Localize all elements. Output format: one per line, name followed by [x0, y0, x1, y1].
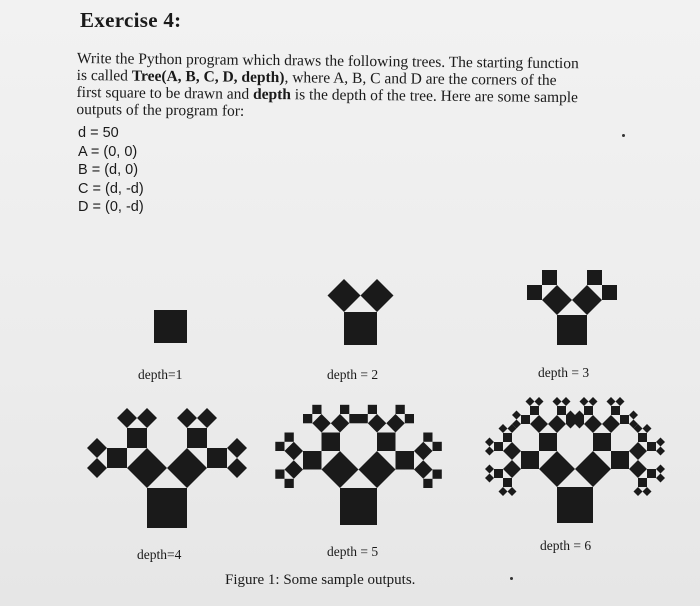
tree-square-depth-6: [526, 397, 535, 406]
tree-square-depth-5: [285, 479, 294, 488]
param-d: d = 50: [78, 125, 119, 141]
tree-square-depth-6: [503, 460, 521, 478]
figure-label-depth-3: depth = 3: [538, 365, 590, 380]
tree-square-depth-6: [656, 447, 665, 456]
tree-square-depth-6: [503, 433, 512, 442]
tree-square-depth-5: [303, 414, 312, 423]
param-a: A = (0, 0): [78, 143, 138, 160]
desc-part-5: is the depth of the tree. Here are some sample outputs of the program for:: [76, 86, 579, 120]
tree-square-depth-6: [647, 469, 656, 478]
tree-square-depth-5: [322, 433, 341, 452]
tree-square-depth-6: [656, 465, 665, 474]
tree-square-depth-2: [361, 279, 394, 312]
tree-square-depth-6: [508, 487, 517, 496]
stray-dot-mark: [622, 134, 625, 137]
tree-square-depth-5: [285, 460, 304, 479]
tree-square-depth-6: [634, 487, 643, 496]
tree-square-depth-6: [499, 487, 508, 496]
tree-square-depth-6: [535, 397, 544, 406]
desc-part-3: , where A, B, C and D are the corners of the first square to be drawn and: [76, 69, 557, 103]
tree-square-depth-5: [414, 460, 433, 479]
tree-square-depth-4: [227, 438, 247, 458]
param-b: B = (d, 0): [78, 162, 139, 178]
tree-square-depth-6: [539, 451, 575, 487]
tree-square-depth-4: [177, 408, 197, 428]
tree-square-depth-6: [656, 438, 665, 447]
tree-square-depth-5: [377, 433, 396, 452]
tree-square-depth-6: [638, 433, 647, 442]
tree-square-depth-6: [530, 406, 539, 415]
tree-square-depth-6: [557, 406, 566, 415]
tree-square-depth-6: [485, 474, 494, 483]
tree-square-depth-5: [423, 479, 432, 488]
tree-square-depth-6: [620, 415, 629, 424]
tree-square-depth-6: [494, 442, 503, 451]
tree-square-depth-2: [344, 312, 377, 345]
tree-square-depth-4: [87, 438, 107, 458]
tree-square-depth-5: [433, 442, 442, 451]
figure-label-depth-1: depth=1: [138, 367, 183, 382]
tree-square-depth-4: [167, 448, 207, 488]
tree-square-depth-5: [340, 405, 349, 414]
tree-square-depth-5: [349, 414, 358, 423]
tree-square-depth-1: [154, 310, 187, 343]
tree-square-depth-5: [331, 414, 350, 433]
tree-square-depth-5: [312, 414, 331, 433]
tree-square-depth-3: [542, 270, 557, 285]
tree-square-depth-5: [368, 414, 387, 433]
figure-label-depth-6: depth = 6: [540, 538, 592, 553]
tree-square-depth-4: [137, 408, 157, 428]
tree-square-depth-6: [548, 415, 566, 433]
tree-square-depth-5: [322, 451, 359, 488]
tree-square-depth-5: [414, 442, 433, 461]
tree-square-depth-6: [494, 469, 503, 478]
tree-square-depth-5: [303, 451, 322, 470]
tree-square-depth-5: [405, 414, 414, 423]
figure-label-depth-5: depth = 5: [327, 544, 379, 559]
tree-square-depth-6: [512, 411, 521, 420]
figure-caption: Figure 1: Some sample outputs.: [225, 572, 416, 588]
tree-square-depth-4: [117, 408, 137, 428]
figure-label-depth-2: depth = 2: [327, 367, 379, 382]
tree-square-depth-4: [207, 448, 227, 468]
tree-square-depth-6: [656, 474, 665, 483]
tree-square-depth-4: [187, 428, 207, 448]
tree-square-depth-6: [575, 451, 611, 487]
tree-square-depth-6: [584, 415, 602, 433]
tree-square-depth-6: [503, 478, 512, 487]
tree-square-depth-6: [607, 397, 616, 406]
tree-square-depth-6: [611, 451, 629, 469]
tree-square-depth-5: [359, 414, 368, 423]
tree-square-depth-6: [539, 433, 557, 451]
tree-square-depth-6: [629, 442, 647, 460]
tree-square-depth-5: [386, 414, 405, 433]
tree-square-depth-5: [396, 451, 415, 470]
tree-square-depth-3: [527, 285, 542, 300]
tree-square-depth-5: [275, 470, 284, 479]
tree-square-depth-5: [423, 433, 432, 442]
tree-square-depth-6: [530, 415, 548, 433]
tree-square-depth-3: [542, 285, 572, 315]
tree-square-depth-5: [312, 405, 321, 414]
tree-square-depth-3: [572, 285, 602, 315]
tree-square-depth-5: [275, 442, 284, 451]
tree-square-depth-6: [557, 487, 593, 523]
tree-square-depth-4: [127, 428, 147, 448]
tree-square-depth-3: [587, 270, 602, 285]
tree-square-depth-6: [589, 397, 598, 406]
tree-square-depth-4: [197, 408, 217, 428]
param-d-corner: D = (0, -d): [78, 199, 144, 215]
tree-square-depth-6: [485, 447, 494, 456]
tree-square-depth-6: [629, 460, 647, 478]
tree-square-depth-5: [359, 451, 396, 488]
tree-square-depth-4: [107, 448, 127, 468]
tree-square-depth-5: [396, 405, 405, 414]
exercise-title: Exercise 4:: [80, 8, 182, 32]
tree-square-depth-6: [575, 415, 584, 424]
tree-square-depth-5: [285, 433, 294, 442]
tree-square-depth-4: [227, 458, 247, 478]
tree-square-depth-6: [580, 397, 589, 406]
tree-square-depth-3: [602, 285, 617, 300]
tree-square-depth-4: [87, 458, 107, 478]
tree-square-depth-4: [147, 488, 187, 528]
tree-square-depth-6: [638, 478, 647, 487]
tree-square-depth-3: [557, 315, 587, 345]
tree-square-depth-6: [643, 424, 652, 433]
desc-part-2-function-signature: Tree(A, B, C, D, depth): [131, 67, 285, 87]
tree-square-depth-4: [127, 448, 167, 488]
tree-square-depth-6: [616, 397, 625, 406]
tree-square-depth-6: [499, 424, 508, 433]
tree-square-depth-6: [647, 442, 656, 451]
tree-square-depth-5: [368, 405, 377, 414]
tree-square-depth-6: [584, 406, 593, 415]
tree-square-depth-5: [340, 488, 377, 525]
tree-square-depth-6: [521, 451, 539, 469]
tree-square-depth-5: [433, 470, 442, 479]
tree-square-depth-2: [328, 279, 361, 312]
tree-square-depth-6: [485, 465, 494, 474]
tree-square-depth-6: [602, 415, 620, 433]
param-c: C = (d, -d): [78, 180, 144, 197]
tree-square-depth-6: [611, 406, 620, 415]
tree-square-depth-6: [593, 433, 611, 451]
tree-square-depth-6: [485, 438, 494, 447]
tree-square-depth-6: [643, 487, 652, 496]
stray-dot-mark: [510, 577, 513, 580]
desc-part-4-depth: depth: [252, 85, 292, 104]
tree-square-depth-6: [521, 415, 530, 424]
desc-part-1: Write the Python program which draws the following trees. The starting function is called: [76, 50, 579, 85]
tree-square-depth-6: [553, 397, 562, 406]
tree-square-depth-6: [562, 397, 571, 406]
tree-square-depth-5: [285, 442, 304, 461]
figure-label-depth-4: depth=4: [137, 547, 182, 562]
tree-square-depth-6: [503, 442, 521, 460]
tree-square-depth-6: [629, 411, 638, 420]
